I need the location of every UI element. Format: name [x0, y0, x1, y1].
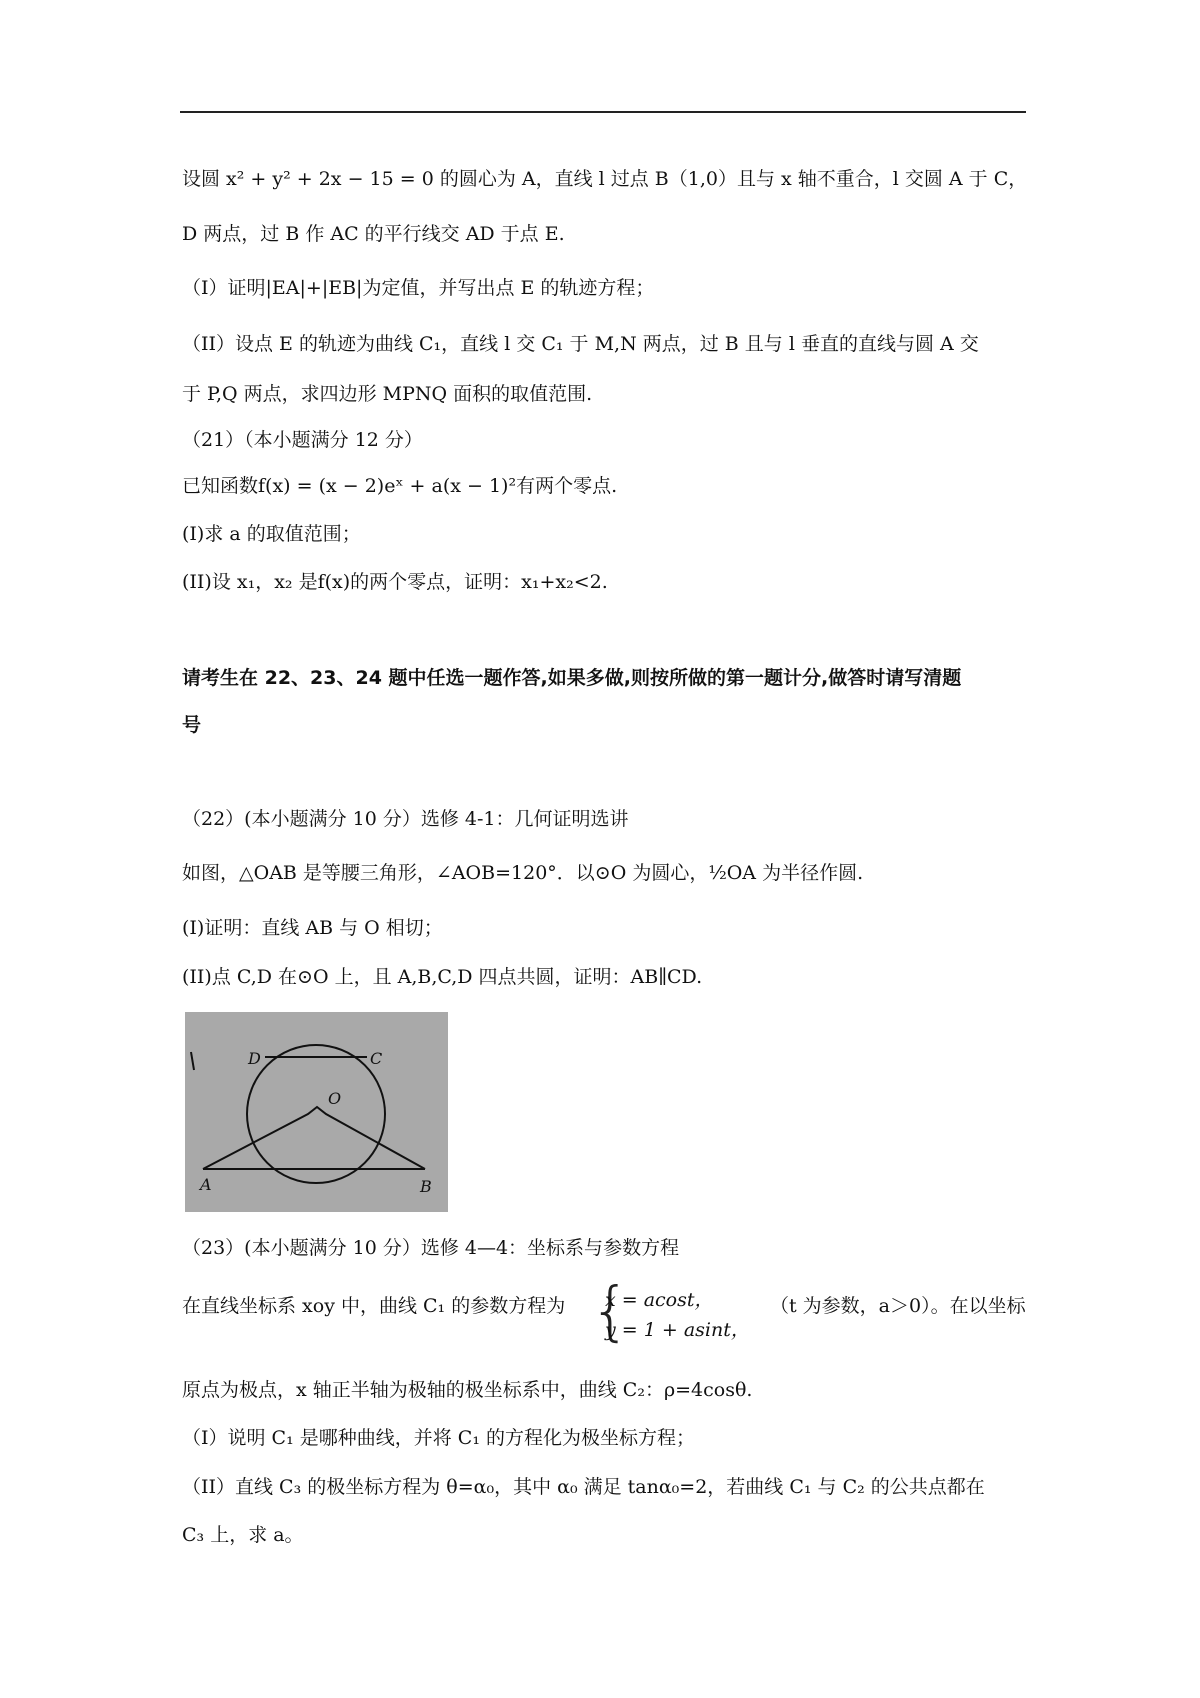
instruction-line-2: 号 [182, 714, 202, 736]
parametric-system [605, 1285, 750, 1345]
problem-23-part-2-line-1: （II）直线 C₃ 的极坐标方程为 θ=α₀，其中 α₀ 满足 tanα₀=2，若曲线 C₁ 与 C₂ 的公共点都在 [182, 1476, 985, 1498]
label-b: B [420, 1177, 432, 1196]
problem-21-part-1: (I)求 a 的取值范围； [182, 523, 361, 545]
parametric-eq-x: x = acost， [605, 1289, 714, 1311]
problem-23-part-1: （I）说明 C₁ 是哪种曲线，并将 C₁ 的方程化为极坐标方程； [182, 1427, 695, 1449]
problem-21-statement: 已知函数f(x) = (x − 2)eˣ + a(x − 1)²有两个零点. [182, 475, 618, 497]
problem-23-statement-line-2: 原点为极点，x 轴正半轴为极轴的极坐标系中，曲线 C₂：ρ=4cosθ. [182, 1379, 753, 1401]
problem-22-part-1: (I)证明：直线 AB 与 O 相切； [182, 917, 443, 939]
problem-20-part-1: （I）证明|EA|+|EB|为定值，并写出点 E 的轨迹方程； [182, 277, 655, 299]
label-a: A [200, 1175, 212, 1194]
label-d: D [248, 1049, 261, 1068]
geometry-figure-svg [185, 1012, 448, 1212]
problem-22-statement: 如图，△OAB 是等腰三角形，∠AOB=120°．以⊙O 为圆心，½OA 为半径作圆. [182, 862, 864, 884]
problem-23-part-2-line-2: C₃ 上，求 a。 [182, 1524, 304, 1546]
geometry-figure [185, 1012, 448, 1212]
problem-21-header: （21）（本小题满分 12 分） [182, 429, 423, 451]
problem-20-line-2: D 两点，过 B 作 AC 的平行线交 AD 于点 E. [182, 223, 565, 245]
instruction-line-1: 请考生在 22、23、24 题中任选一题作答,如果多做,则按所做的第一题计分,做答时请写清题 [182, 667, 962, 689]
label-c: C [370, 1049, 383, 1068]
problem-20-part-2-line-2: 于 P,Q 两点，求四边形 MPNQ 面积的取值范围. [182, 383, 593, 405]
problem-21-part-2: (II)设 x₁，x₂ 是f(x)的两个零点，证明：x₁+x₂<2. [182, 571, 608, 593]
header-rule [180, 111, 1026, 113]
problem-23-statement-start: 在直线坐标系 xoy 中，曲线 C₁ 的参数方程为 [182, 1295, 566, 1317]
problem-22-header: （22）(本小题满分 10 分）选修 4-1：几何证明选讲 [182, 808, 629, 830]
label-o: O [328, 1089, 342, 1108]
problem-23-header: （23）(本小题满分 10 分）选修 4—4：坐标系与参数方程 [182, 1237, 680, 1259]
problem-20-part-2-line-1: （II）设点 E 的轨迹为曲线 C₁，直线 l 交 C₁ 于 M,N 两点，过 B 且与 l 垂直的直线与圆 A 交 [182, 333, 979, 355]
problem-22-part-2: (II)点 C,D 在⊙O 上，且 A,B,C,D 四点共圆，证明：AB∥CD. [182, 966, 703, 988]
problem-23-statement-end: （t 为参数，a＞0）。在以坐标 [770, 1295, 1026, 1317]
left-brace: { [590, 1275, 631, 1349]
parametric-eq-y: y = 1 + asint， [605, 1319, 750, 1341]
problem-20-line-1: 设圆 x² + y² + 2x − 15 = 0 的圆心为 A，直线 l 过点 B（1,0）且与 x 轴不重合，l 交圆 A 于 C， [182, 168, 1028, 190]
